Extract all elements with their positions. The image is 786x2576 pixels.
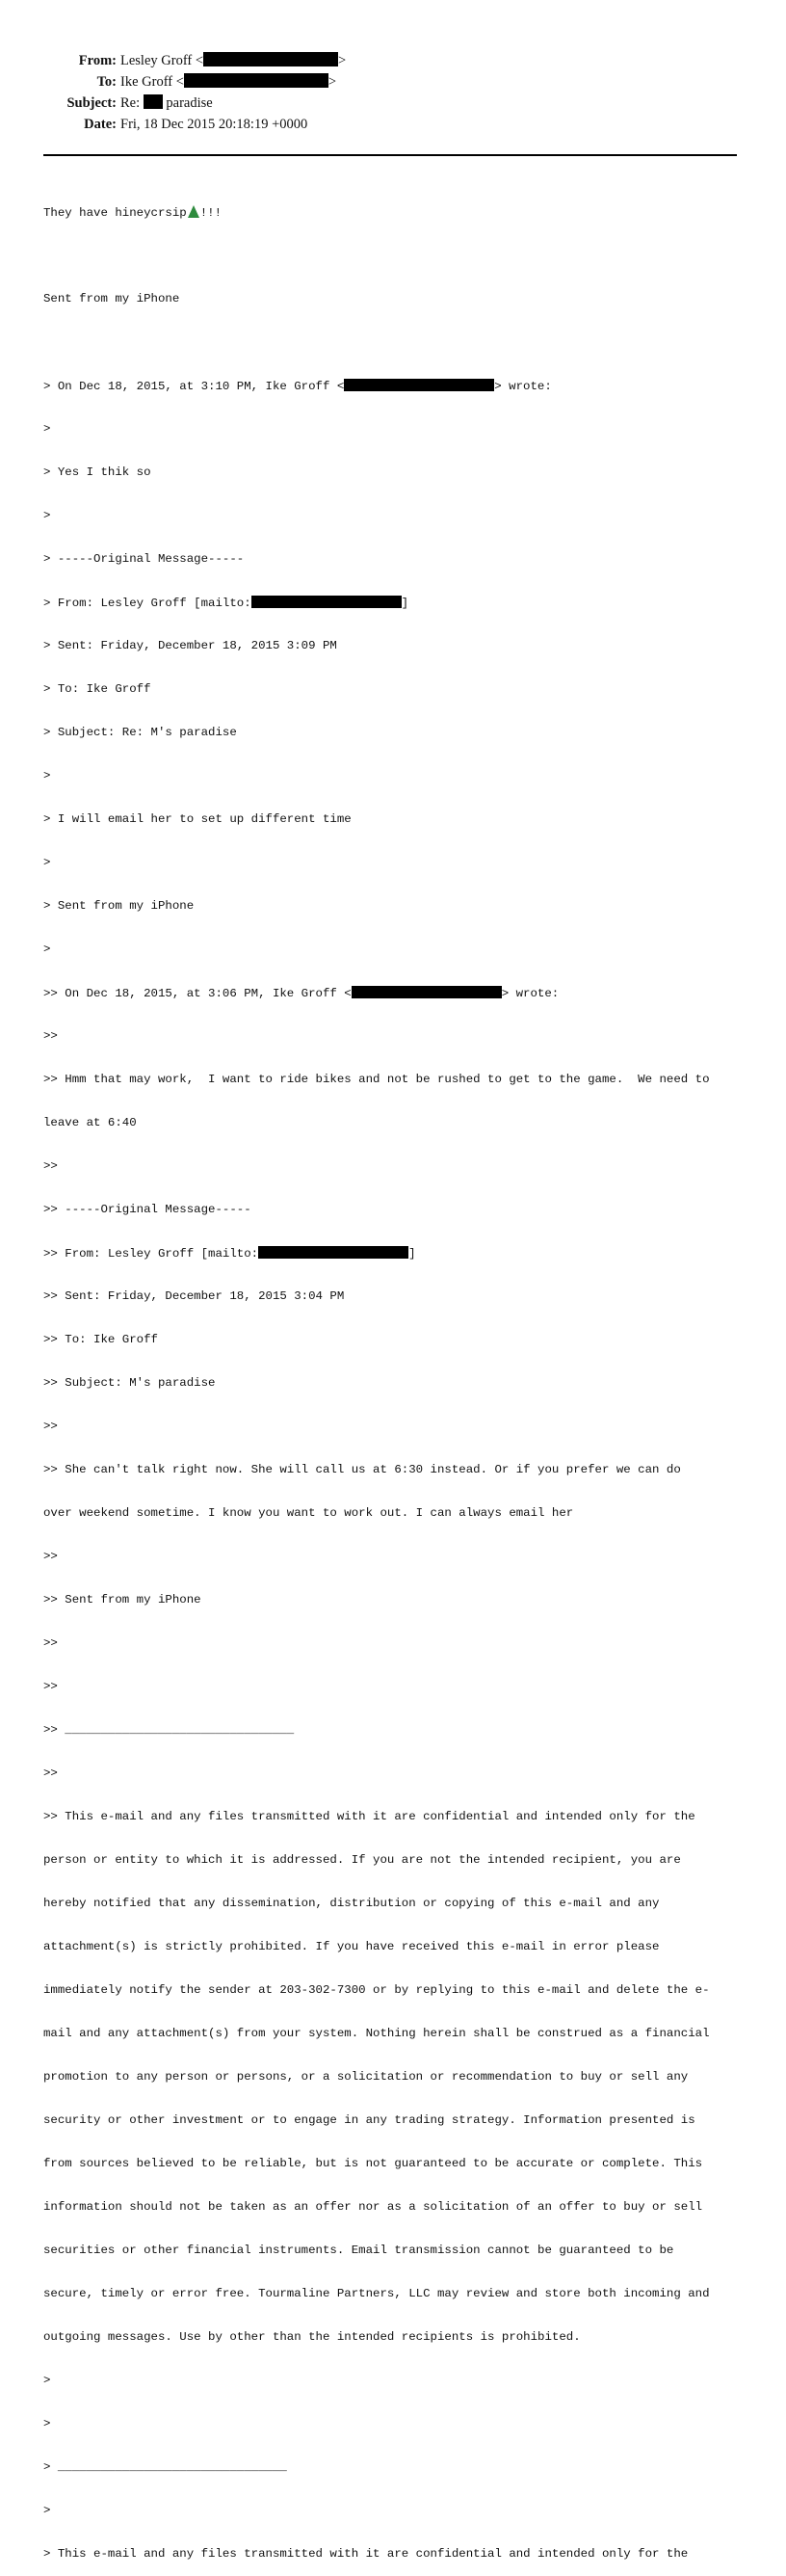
disclaimer-line: promotion to any person or persons, or a solicitation or recommendation to buy or sell any xyxy=(43,2070,689,2084)
body-line: > xyxy=(43,943,51,956)
date-label: Date: xyxy=(84,117,117,132)
email-body xyxy=(43,176,756,2576)
body-line: >> xyxy=(43,1420,58,1433)
body-line: > xyxy=(43,2417,51,2430)
disclaimer-line: attachment(s) is strictly prohibited. If you have received this e-mail in error please xyxy=(43,1940,660,1953)
redacted-email-block xyxy=(258,1246,408,1259)
body-line: > xyxy=(43,2374,51,2387)
body-text: ] xyxy=(401,597,409,610)
body-line: > ________________________________ xyxy=(43,2460,287,2474)
disclaimer-line: information should not be taken as an offer nor as a solicitation of an offer to buy or sell xyxy=(43,2200,703,2214)
body-text: >> From: Lesley Groff [mailto: xyxy=(43,1247,259,1261)
disclaimer-line: mail and any attachment(s) from your system. Nothing herein shall be construed as a financial xyxy=(43,2027,710,2040)
disclaimer-line: outgoing messages. Use by other than the intended recipients is prohibited. xyxy=(43,2330,581,2344)
body-line: >> Hmm that may work, I want to ride bikes and not be rushed to get to the game. We need to xyxy=(43,1073,710,1086)
body-line: >> xyxy=(43,1680,58,1693)
to-name: Ike Groff < xyxy=(120,74,184,90)
body-line xyxy=(43,986,756,1000)
body-text: > wrote: xyxy=(501,987,560,1000)
body-line: >> Sent: Friday, December 18, 2015 3:04 PM xyxy=(43,1289,345,1303)
body-line: >> Subject: M's paradise xyxy=(43,1376,216,1390)
body-line xyxy=(43,205,756,220)
disclaimer-line: > This e-mail and any files transmitted with it are confidential and intended only for the xyxy=(43,2547,689,2561)
redacted-email-block xyxy=(203,52,338,66)
body-line: > Yes I thik so xyxy=(43,465,151,479)
body-text: > wrote: xyxy=(494,380,552,393)
body-text: They have hineycrsip xyxy=(43,206,187,220)
body-line: leave at 6:40 xyxy=(43,1116,137,1129)
body-line: >> xyxy=(43,1636,58,1650)
body-text: > On Dec 18, 2015, at 3:10 PM, Ike Groff < xyxy=(43,380,345,393)
body-line xyxy=(43,1246,756,1261)
subject-label: Subject: xyxy=(66,95,117,111)
disclaimer-line: security or other investment or to engage in any trading strategy. Information presented is xyxy=(43,2113,695,2127)
body-line: >> She can't talk right now. She will call us at 6:30 instead. Or if you prefer we can do xyxy=(43,1463,681,1476)
subject-prefix: Re: xyxy=(120,95,141,111)
body-text: !!! xyxy=(199,206,223,220)
subject-row xyxy=(0,93,366,114)
redacted-subject-block xyxy=(144,94,163,109)
from-name: Lesley Groff < xyxy=(120,53,204,68)
body-text: ] xyxy=(408,1247,416,1261)
to-row xyxy=(0,71,366,93)
from-label: From: xyxy=(78,53,117,68)
body-line: > xyxy=(43,509,51,522)
body-line: >> Sent from my iPhone xyxy=(43,1593,201,1607)
body-line: >> xyxy=(43,1766,58,1780)
body-text: >> On Dec 18, 2015, at 3:06 PM, Ike Groff < xyxy=(43,987,352,1000)
body-line: Sent from my iPhone xyxy=(43,292,180,305)
disclaimer-line: from sources believed to be reliable, but is not guaranteed to be accurate or complete. This xyxy=(43,2157,703,2170)
body-line xyxy=(43,379,756,393)
redacted-email-block xyxy=(344,379,494,391)
redacted-email-block xyxy=(352,986,502,998)
blank-line xyxy=(43,249,756,263)
body-line xyxy=(43,596,756,610)
body-line: > xyxy=(43,422,51,436)
body-line: >> ________________________________ xyxy=(43,1723,295,1737)
body-line: > Sent from my iPhone xyxy=(43,899,195,913)
body-line: > xyxy=(43,769,51,783)
body-line: > I will email her to set up different time xyxy=(43,812,352,826)
to-close: > xyxy=(328,74,337,90)
header-divider xyxy=(43,154,737,156)
christmas-tree-icon xyxy=(188,205,199,218)
subject-rest: paradise xyxy=(162,95,213,111)
to-label: To: xyxy=(96,74,117,90)
body-text: > From: Lesley Groff [mailto: xyxy=(43,597,251,610)
body-line: > -----Original Message----- xyxy=(43,552,245,566)
body-line: > To: Ike Groff xyxy=(43,682,151,696)
disclaimer-line: immediately notify the sender at 203-302-7300 or by replying to this e-mail and delete the e- xyxy=(43,1983,710,1997)
email-header xyxy=(0,50,366,135)
body-line: >> xyxy=(43,1029,58,1043)
body-line: over weekend sometime. I know you want to work out. I can always email her xyxy=(43,1506,574,1520)
body-line: > xyxy=(43,2504,51,2517)
body-line: >> -----Original Message----- xyxy=(43,1203,251,1216)
body-line: >> xyxy=(43,1550,58,1563)
disclaimer-line: hereby notified that any dissemination, distribution or copying of this e-mail and any xyxy=(43,1897,660,1910)
disclaimer-line: securities or other financial instruments. Email transmission cannot be guaranteed to be xyxy=(43,2244,674,2257)
disclaimer-line: secure, timely or error free. Tourmaline Partners, LLC may review and store both incoming and xyxy=(43,2287,710,2300)
disclaimer-line: person or entity to which it is addressed. If you are not the intended recipient, you are xyxy=(43,1853,681,1867)
date-value: Fri, 18 Dec 2015 20:18:19 +0000 xyxy=(120,117,308,132)
date-row xyxy=(0,114,366,135)
disclaimer-line: >> This e-mail and any files transmitted with it are confidential and intended only for the xyxy=(43,1810,695,1823)
redacted-email-block xyxy=(184,73,328,88)
blank-line xyxy=(43,335,756,350)
body-line: >> To: Ike Groff xyxy=(43,1333,158,1346)
body-line: > Subject: Re: M's paradise xyxy=(43,726,237,739)
body-line: >> xyxy=(43,1159,58,1173)
from-close: > xyxy=(338,53,347,68)
redacted-email-block xyxy=(251,596,402,608)
from-row xyxy=(0,50,366,71)
body-line: > Sent: Friday, December 18, 2015 3:09 PM xyxy=(43,639,337,652)
body-line: > xyxy=(43,856,51,869)
